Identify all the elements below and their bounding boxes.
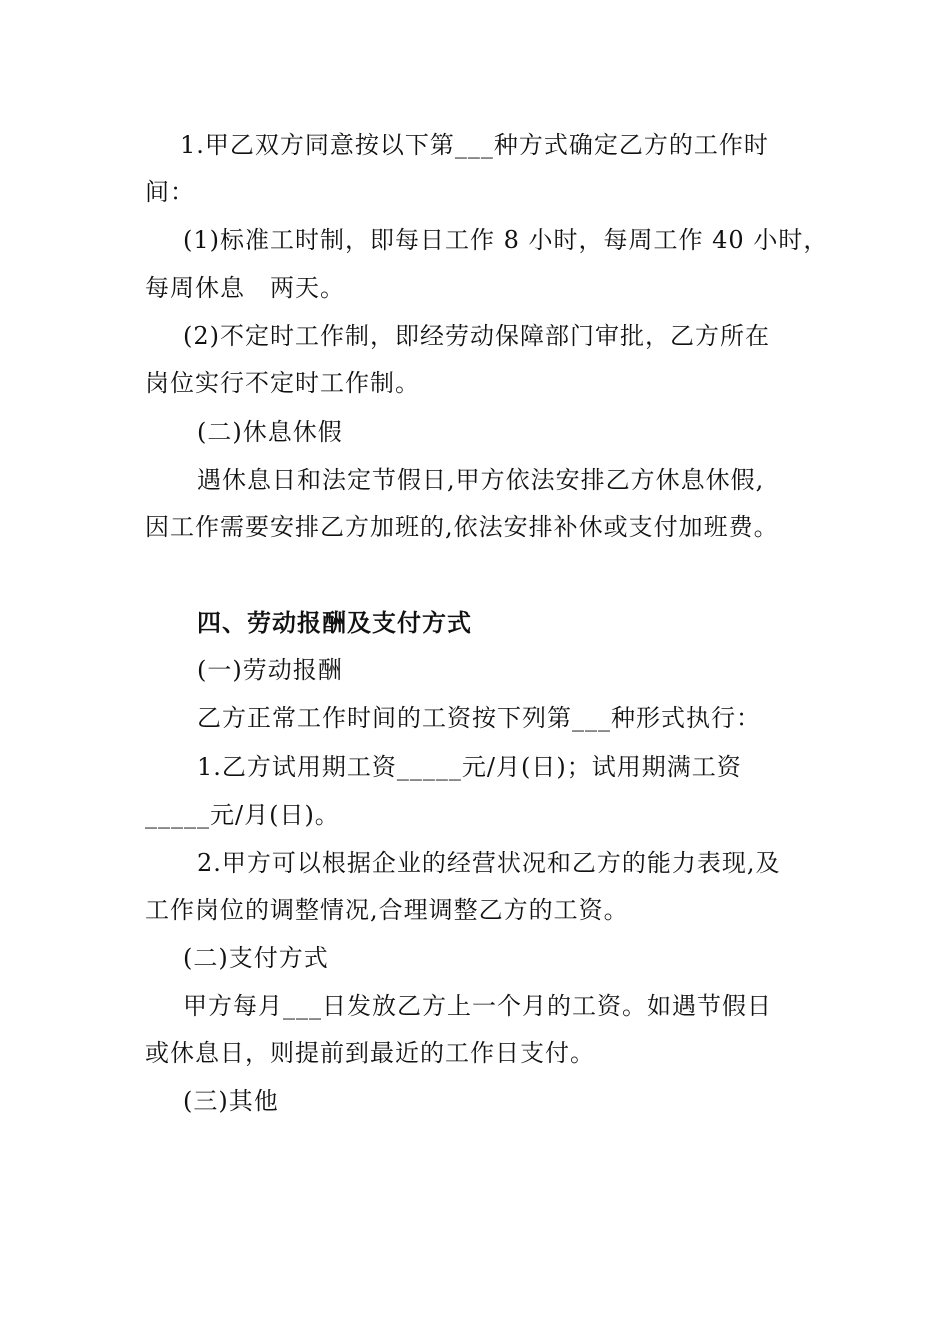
subheading: (二)支付方式 — [183, 944, 329, 972]
paragraph-line: 1.乙方试用期工资_____元/月(日)；试用期满工资 — [197, 753, 742, 781]
paragraph-line: 岗位实行不定时工作制。 — [145, 369, 420, 397]
paragraph-line: 每周休息 两天。 — [145, 274, 345, 302]
paragraph-line: (2)不定时工作制，即经劳动保障部门审批，乙方所在 — [183, 322, 770, 350]
paragraph-line: 因工作需要安排乙方加班的,依法安排补休或支付加班费。 — [145, 513, 779, 541]
section-heading: 四、劳动报酬及支付方式 — [197, 608, 472, 637]
paragraph-line: 间： — [145, 178, 195, 206]
subheading: (一)劳动报酬 — [197, 656, 343, 684]
paragraph-line: 1.甲乙双方同意按以下第___种方式确定乙方的工作时 — [180, 131, 769, 159]
paragraph-line: 2.甲方可以根据企业的经营状况和乙方的能力表现,及 — [197, 849, 781, 877]
paragraph-line: _____元/月(日)。 — [145, 801, 340, 829]
paragraph-line: (1)标准工时制，即每日工作 8 小时，每周工作 40 小时， — [183, 226, 829, 254]
paragraph-line: 工作岗位的调整情况,合理调整乙方的工资。 — [145, 896, 629, 924]
paragraph-line: 遇休息日和法定节假日,甲方依法安排乙方休息休假, — [197, 466, 765, 494]
paragraph-line: 乙方正常工作时间的工资按下列第___种形式执行： — [197, 704, 761, 732]
paragraph-line: 甲方每月___日发放乙方上一个月的工资。如遇节假日 — [183, 992, 772, 1020]
subheading: (二)休息休假 — [197, 418, 343, 446]
paragraph-line: 或休息日，则提前到最近的工作日支付。 — [145, 1039, 595, 1067]
subheading: (三)其他 — [183, 1087, 279, 1115]
